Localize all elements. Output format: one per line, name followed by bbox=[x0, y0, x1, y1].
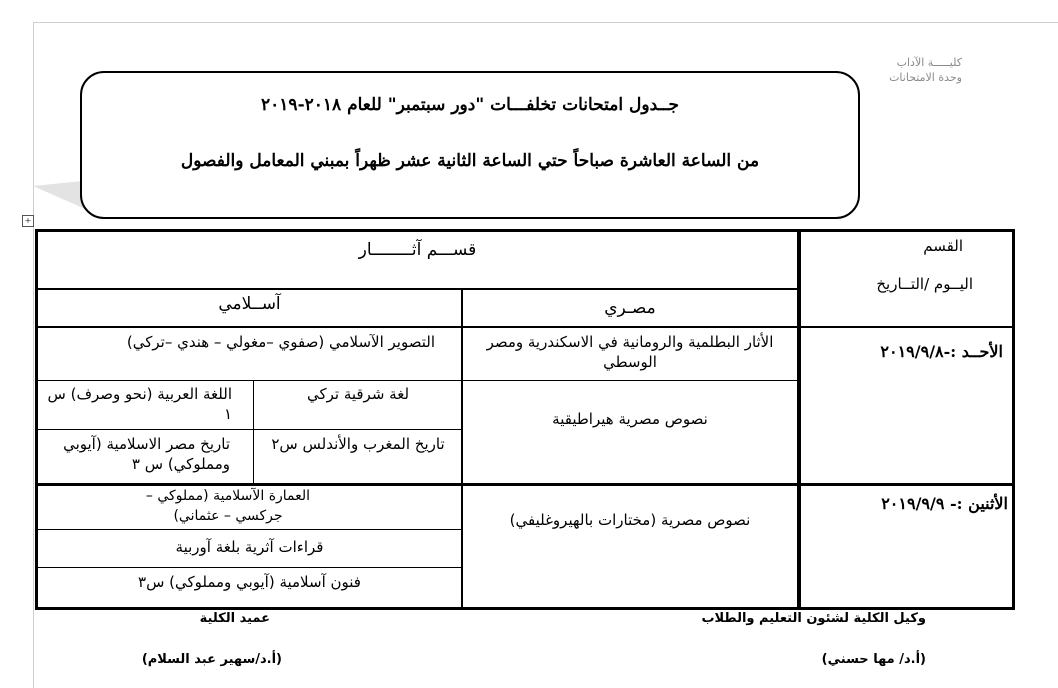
schedule-subtitle: من الساعة العاشرة صباحاً حتي الساعة الثانية عشر ظهراً بمبني المعامل والفصول bbox=[180, 151, 760, 171]
grid-line bbox=[38, 429, 461, 430]
grid-line bbox=[38, 326, 1012, 328]
table-move-handle-icon[interactable]: + bbox=[22, 215, 34, 227]
day1-islamic-exam-r2-right: تاريخ المغرب والأندلس س٢ bbox=[271, 435, 445, 453]
faculty-header bbox=[889, 55, 962, 85]
grid-line bbox=[463, 380, 797, 381]
day2-islamic-exam-1: العمارة الآسلامية (مملوكي –جركسي – عثماني) bbox=[145, 488, 311, 524]
dean-title: عميد الكلية bbox=[199, 611, 270, 626]
grid-line bbox=[38, 529, 461, 530]
grid-line bbox=[38, 380, 461, 381]
branch-islamic: آســلامي bbox=[218, 294, 281, 314]
day2-islamic-exam-2: قراءات آثرية بلغة آوربية bbox=[175, 538, 324, 556]
department-header-label: القسم bbox=[923, 237, 963, 255]
dean-name: (أ.د/سهير عبد السلام) bbox=[141, 652, 282, 667]
day2-islamic-exam-3: فنون آسلامية (آيوبي ومملوكي) س٣ bbox=[138, 573, 361, 591]
schedule-title: جــدول امتحانات تخلفـــات "دور سبتمبر" للعام ٢٠١٨-٢٠١٩ bbox=[261, 95, 679, 115]
grid-line bbox=[797, 232, 801, 607]
vice-dean-title: وكيل الكلية لشئون التعليم والطلاب bbox=[701, 611, 926, 626]
day1-date: الأحــد :-٢٠١٩/٩/٨ bbox=[880, 342, 1003, 361]
grid-line bbox=[253, 380, 254, 483]
day-date-header-label: اليــوم /التــاريخ bbox=[876, 275, 973, 293]
grid-line bbox=[38, 288, 797, 290]
day1-islamic-exam-full: التصوير الآسلامي (صفوي –مغولي – هندي –تركي) bbox=[126, 333, 435, 351]
page-margin-top bbox=[33, 22, 1058, 23]
faculty-name: كليـــــة الآداب bbox=[896, 56, 962, 69]
day1-islamic-exam-r1-right: لغة شرقية تركي bbox=[306, 385, 410, 403]
grid-line bbox=[461, 288, 463, 607]
day1-egyptian-exam-2: نصوص مصرية هيراطيقية bbox=[552, 410, 708, 428]
vice-dean-name: (أ.د/ مها حسني) bbox=[821, 652, 926, 667]
day2-egyptian-exam: نصوص مصرية (مختارات بالهيروغليفي) bbox=[509, 511, 751, 529]
branch-egyptian: مصـري bbox=[604, 298, 656, 318]
exam-unit-name: وحدة الامتحانات bbox=[889, 71, 962, 84]
day1-egyptian-exam-1: الأثار البطلمية والرومانية في الاسكندرية ومصر الوسطي bbox=[486, 333, 774, 371]
department-name: قســـم آثــــــــار bbox=[358, 240, 477, 260]
day2-date: الأثنين :- ٢٠١٩/٩/٩ bbox=[881, 494, 1008, 513]
day1-islamic-exam-r1-left: اللغة العربية (نحو وصرف) س ١ bbox=[47, 385, 232, 423]
grid-line bbox=[38, 567, 461, 568]
day1-islamic-exam-r2-left: تاريخ مصر الاسلامية (آيوبي ومملوكي) س ٣ bbox=[63, 435, 230, 473]
title-callout-box[interactable] bbox=[80, 71, 860, 219]
exam-schedule-table bbox=[35, 229, 1015, 610]
